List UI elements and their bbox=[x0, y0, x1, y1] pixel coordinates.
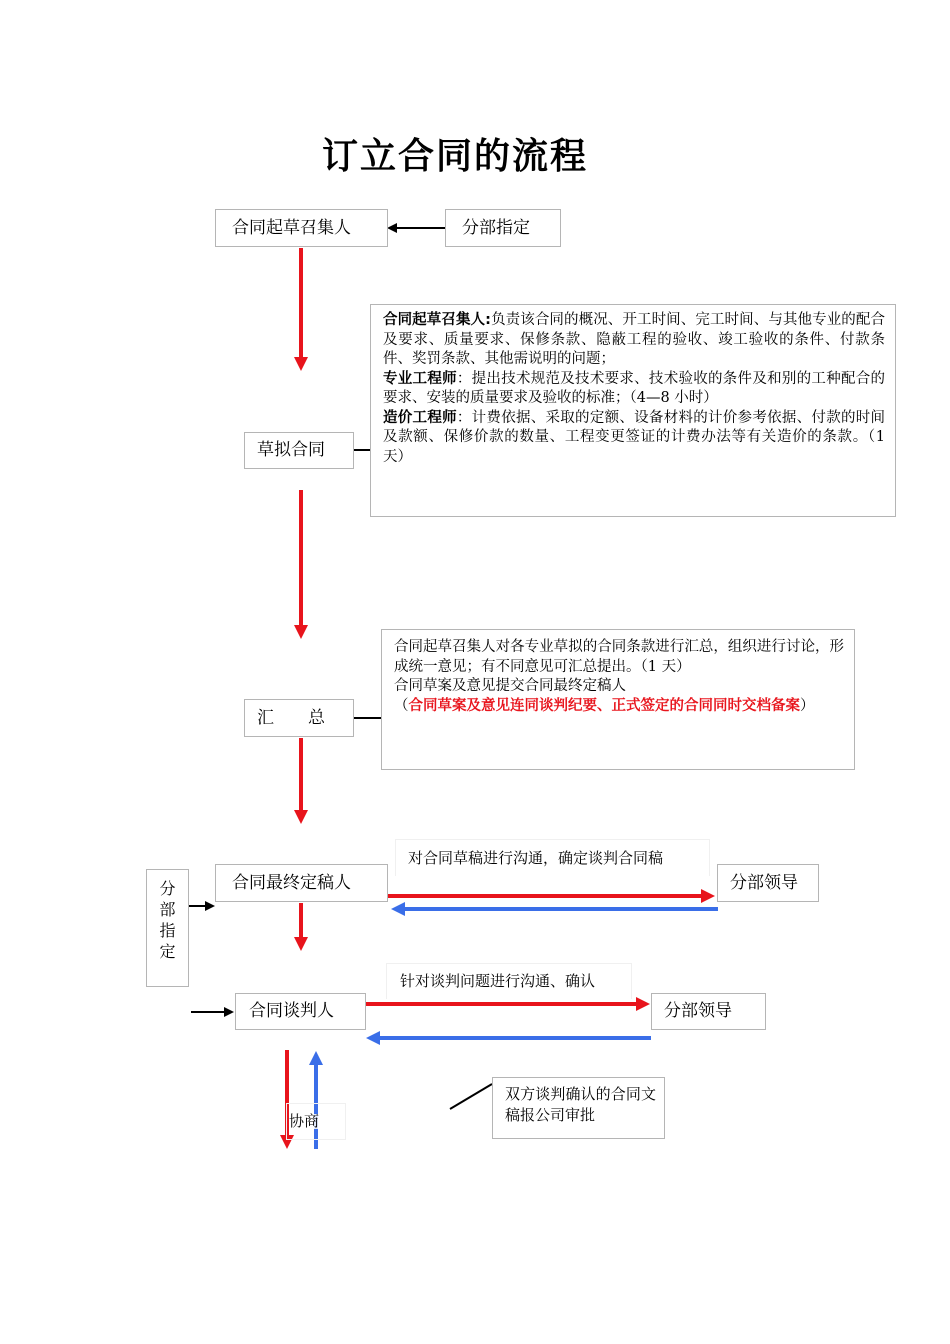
branch-leader-box-2 bbox=[651, 993, 766, 1030]
side-assign-box bbox=[146, 869, 189, 987]
side-assign-char: 定 bbox=[159, 942, 176, 961]
negotiator-label: 合同谈判人 bbox=[249, 1001, 334, 1021]
communicate-issues-label bbox=[386, 963, 632, 999]
summary-note-line2: 合同草案及意见提交合同最终定稿人 bbox=[394, 678, 626, 694]
draft-contract-label: 草拟合同 bbox=[257, 440, 325, 460]
connector-approval bbox=[450, 1084, 492, 1109]
branch-assign-label: 分部指定 bbox=[462, 217, 530, 238]
page-title: 订立合同的流程 bbox=[321, 135, 588, 177]
consult-label bbox=[286, 1103, 346, 1140]
approval-text: 双方谈判确认的合同文稿报公司审批 bbox=[505, 1085, 656, 1124]
side-assign-char: 分 bbox=[159, 879, 176, 898]
cost-role-head: 造价工程师 bbox=[383, 409, 457, 426]
drafter-role-text: 负责该合同的概况、开工时间、完工时间、与其他专业的配合及要求、质量要求、保修条款、隐蔽工程的验收、竣工验收的条件、付款条件、奖罚条款、其他需说明的问题； bbox=[383, 312, 885, 367]
communicate-draft-text: 对合同草稿进行沟通，确定谈判合同稿 bbox=[408, 848, 664, 867]
approval-note bbox=[492, 1077, 665, 1139]
negotiator-box bbox=[235, 993, 366, 1030]
summary-note-paren-close: ） bbox=[800, 697, 815, 714]
drafter-role-head: 合同起草召集人: bbox=[383, 312, 491, 328]
branch-leader-label-2: 分部领导 bbox=[664, 1001, 732, 1021]
branch-leader-box-1 bbox=[717, 864, 819, 902]
summary-note bbox=[381, 629, 855, 770]
side-assign-char: 指 bbox=[159, 921, 176, 940]
consult-text: 协商 bbox=[289, 1112, 320, 1130]
summary-box bbox=[244, 699, 354, 737]
engineer-role-head: 专业工程师 bbox=[383, 370, 457, 387]
draft-contract-box bbox=[244, 432, 354, 469]
drafter-label: 合同起草召集人 bbox=[232, 217, 351, 238]
summary-label: 汇 总 bbox=[257, 707, 325, 728]
branch-assign-box bbox=[445, 209, 561, 247]
communicate-issues-text: 针对谈判问题进行沟通、确认 bbox=[400, 972, 596, 990]
responsibility-note bbox=[370, 304, 896, 517]
side-assign-char: 部 bbox=[159, 900, 176, 919]
summary-note-line1: 合同起草召集人对各专业草拟的合同条款进行汇总，组织进行讨论，形成统一意见；有不同意见可汇总提出。（1 天） bbox=[394, 639, 844, 675]
cost-role-text: ：计费依据、采取的定额、设备材料的计价参考依据、付款的时间及款额、保修价款的数量、工程变更签证的计费办法等有关造价的条款。（1 天） bbox=[383, 409, 886, 465]
final-drafter-label: 合同最终定稿人 bbox=[232, 872, 351, 893]
drafter-box bbox=[215, 209, 388, 247]
communicate-draft-label bbox=[395, 839, 710, 876]
final-drafter-box bbox=[215, 864, 388, 902]
branch-leader-label-1: 分部领导 bbox=[730, 872, 798, 893]
engineer-role-text: ：提出技术规范及技术要求、技术验收的条件及和别的工种配合的要求、安装的质量要求及验收的标准；（4—8 小时） bbox=[383, 370, 886, 406]
summary-note-paren-open: （ bbox=[394, 697, 409, 714]
archive-requirement: 合同草案及意见连同谈判纪要、正式签定的合同同时交档备案 bbox=[408, 697, 800, 714]
